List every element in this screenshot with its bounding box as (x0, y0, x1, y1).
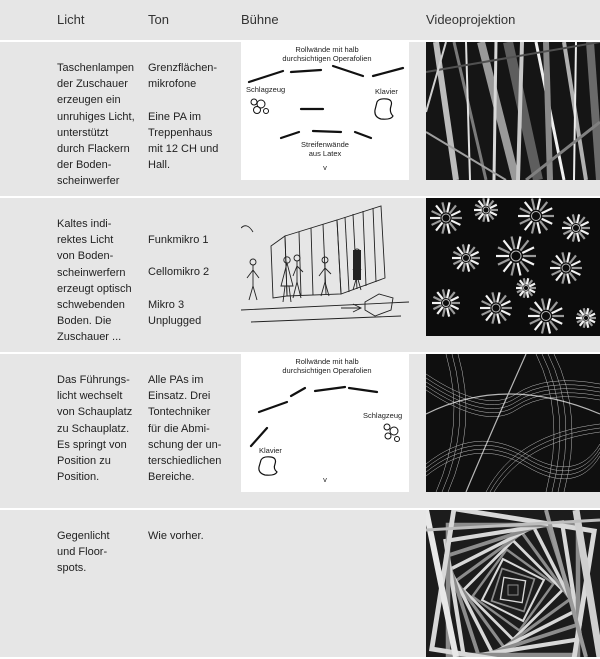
ton-cell: Grenzflächen- mikrofone Eine PA im Treppenhaus mit 12 CH und Hall. (148, 62, 219, 172)
stage-sketch (241, 198, 409, 336)
table-header (0, 0, 600, 40)
stage-plan (241, 354, 409, 492)
stage-right-label: Schlagzeug (363, 411, 403, 420)
stage-top-label-2: durchsichtigen Operafolien (282, 54, 372, 63)
header-ton: Ton (148, 12, 169, 27)
licht-cell: Kaltes indi- rektes Licht von Boden- scheinwerfern erzeugt optisch schwebenden Boden. Die Zuschauer ... (57, 218, 132, 344)
stage-right-label: Klavier (375, 87, 398, 96)
video-still-streaks (426, 42, 600, 180)
ton-cell: Funkmikro 1 Cellomikro 2 Mikro 3 Unplugged (148, 234, 210, 328)
stage-bottom-label-2: aus Latex (308, 149, 342, 158)
stage-left-label: Schlagzeug (246, 85, 286, 94)
drums-icon (384, 424, 400, 442)
header-video: Videoprojektion (426, 12, 516, 27)
drums-icon (251, 99, 269, 114)
video-still-tunnel (426, 510, 600, 657)
header-licht: Licht (57, 12, 85, 27)
stage-top-label-2: durchsichtigen Operafolien (282, 366, 372, 375)
piano-icon (259, 457, 277, 475)
stage-arrow: v (323, 163, 327, 172)
licht-cell: Das Führungs- licht wechselt von Schauplatz zu Schauplatz. Es springt von Position zu Position. (57, 374, 133, 484)
header-buehne: Bühne (241, 12, 279, 27)
stage-arrow: v (323, 475, 327, 484)
stage-top-label-1: Rollwände mit halb (295, 45, 359, 54)
licht-cell: Taschenlampen der Zuschauer erzeugen ein unruhiges Licht, unterstützt durch Flackern der Boden- scheinwerfer (57, 62, 135, 188)
stage-plan (241, 42, 409, 180)
stage-bottom-label-1: Streifenwände (301, 140, 349, 149)
ton-cell: Wie vorher. (148, 530, 204, 542)
video-still-ribbons (426, 354, 600, 492)
stage-top-label-1: Rollwände mit halb (295, 357, 359, 366)
piano-icon (375, 99, 393, 119)
licht-cell: Gegenlicht und Floor- spots. (57, 530, 110, 575)
stage-left-label: Klavier (259, 446, 282, 455)
video-still-bursts (426, 198, 600, 336)
ton-cell: Alle PAs im Einsatz. Drei Tontechniker für die Abmi- schung der un- terschiedlichen Bereiche. (148, 374, 222, 484)
